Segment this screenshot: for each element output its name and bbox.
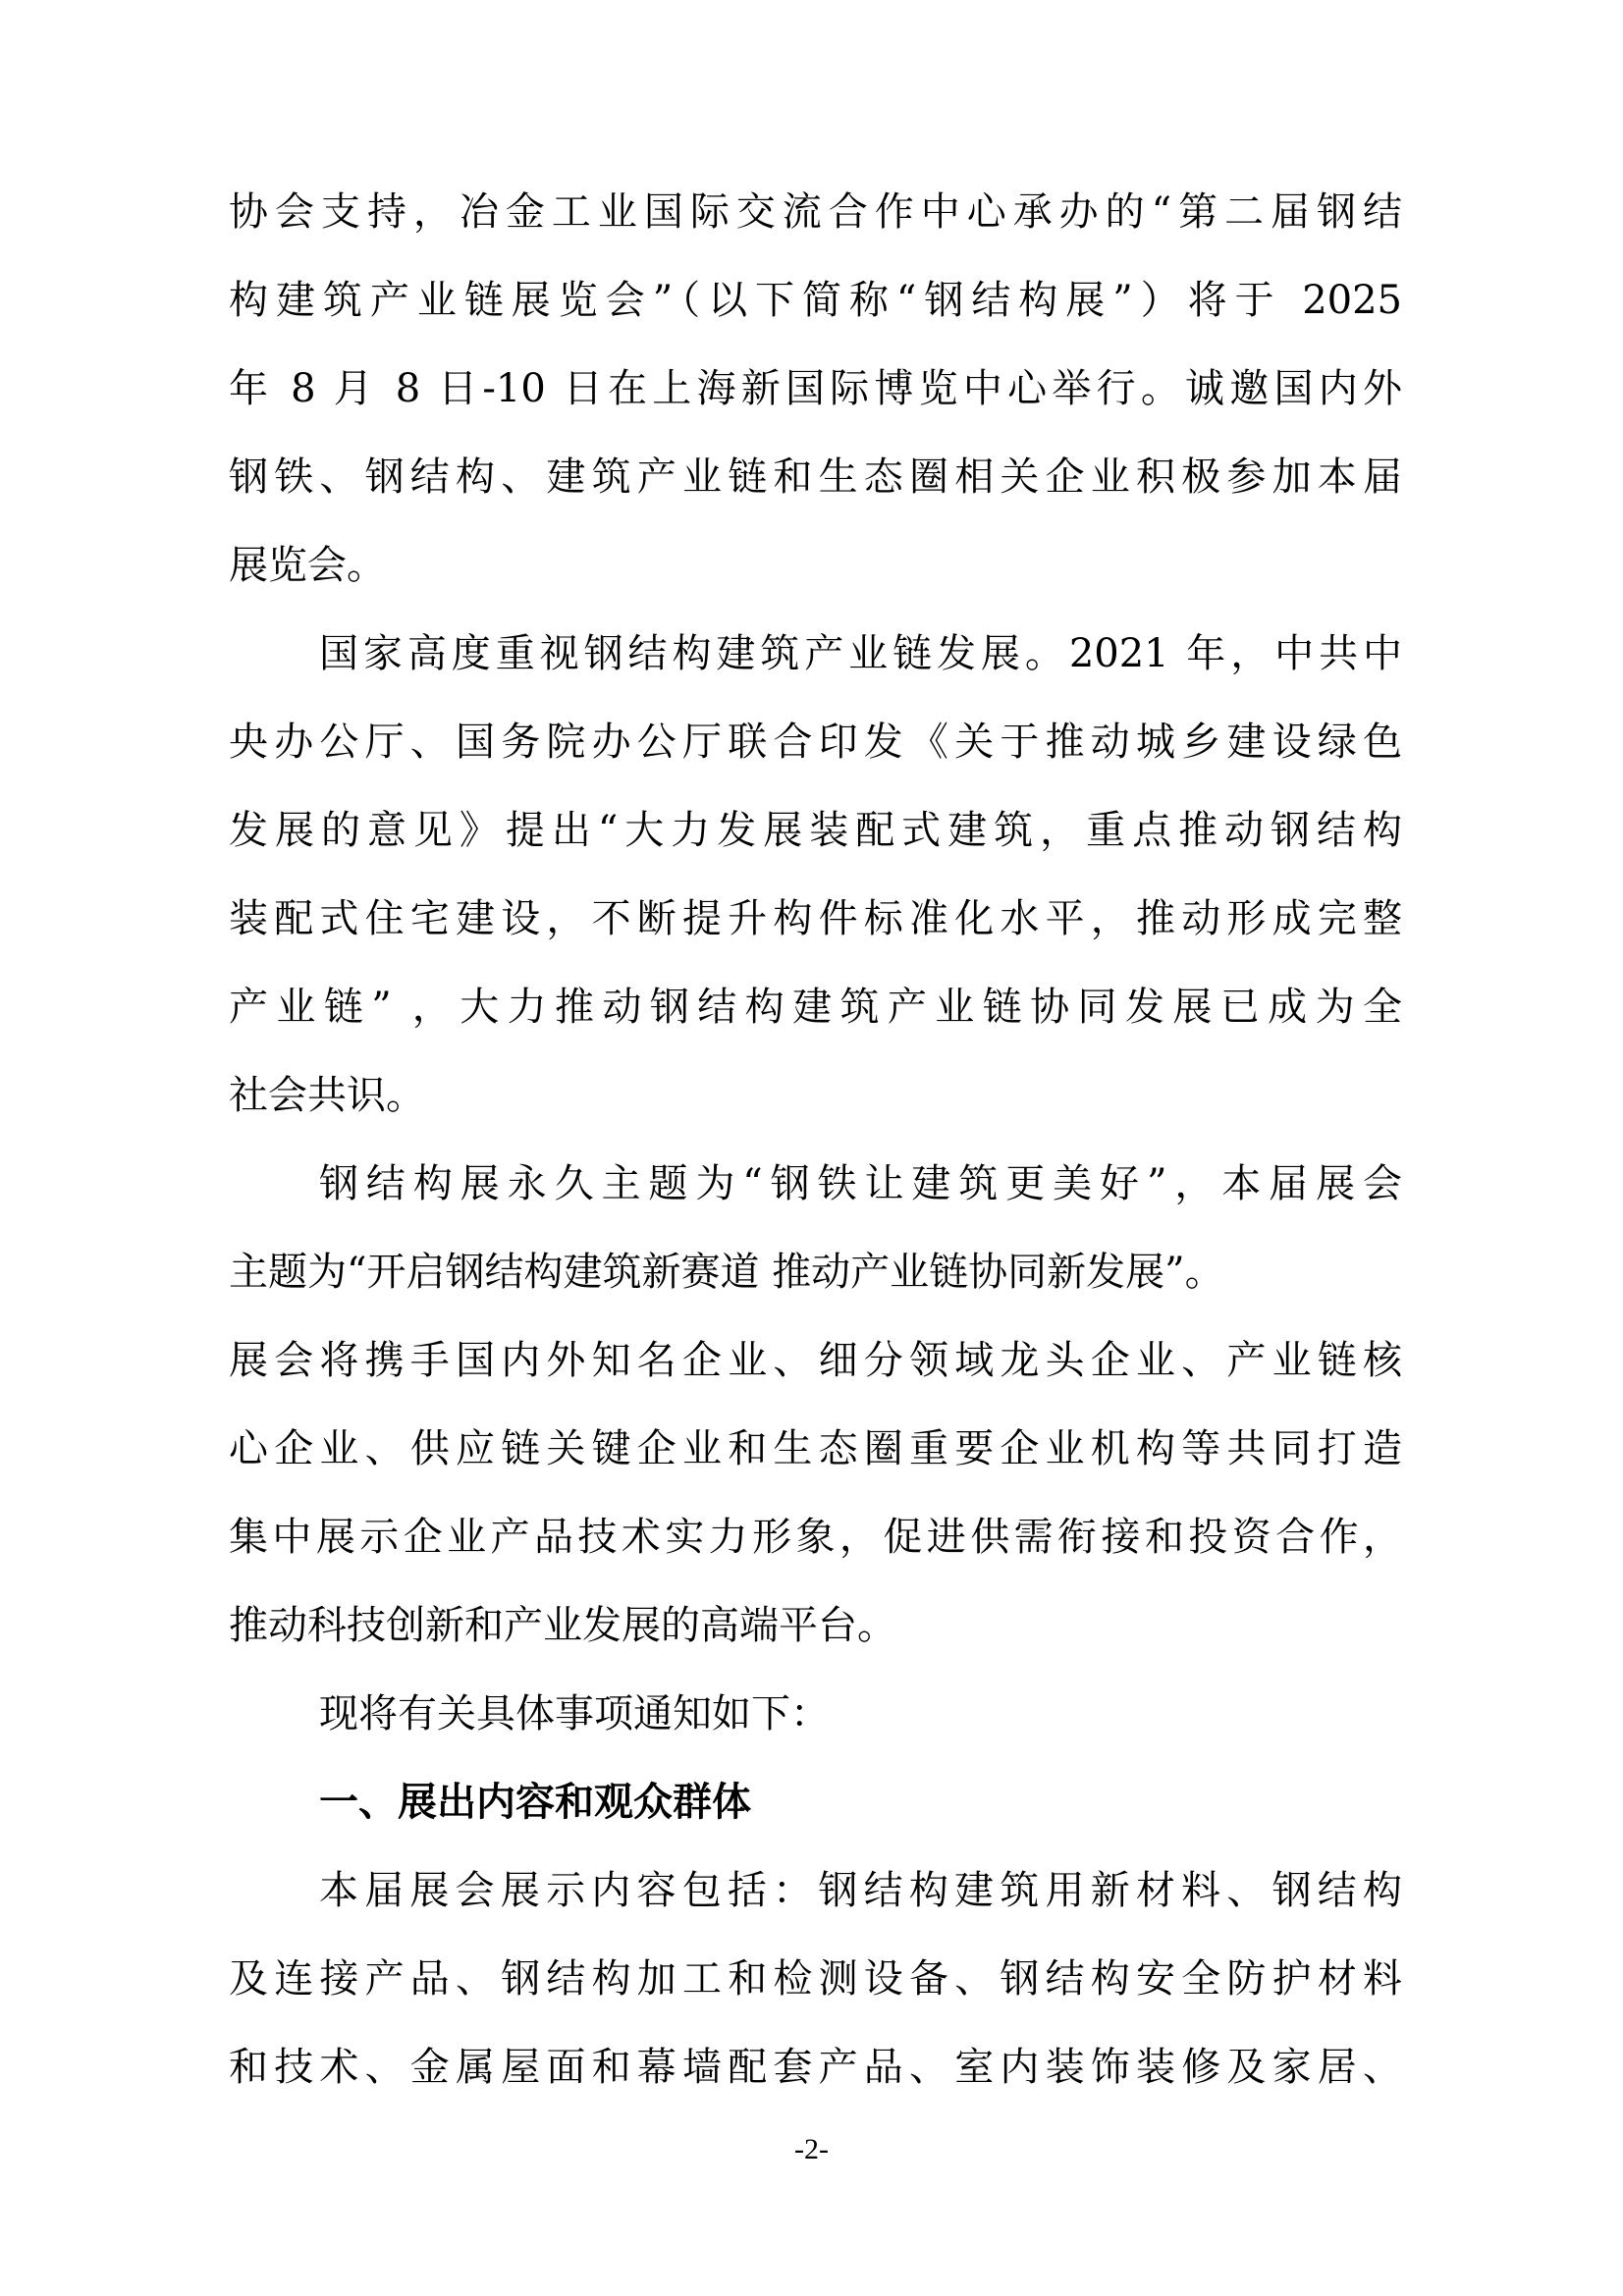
paragraph-1-line-3: 年 8 月 8 日-10 日在上海新国际博览中心举行。诚邀国内外 [229, 366, 1402, 411]
paragraph-1-line-2: 构建筑产业链展览会”（以下简称“钢结构展”）将于 2025 [229, 278, 1402, 323]
paragraph-1-line-1: 协会支持，冶金工业国际交流合作中心承办的“第二届钢结 [229, 189, 1402, 235]
paragraph-2-line-1: 国家高度重视钢结构建筑产业链发展。2021 年，中共中 [319, 631, 1402, 676]
paragraph-2-line-2: 央办公厅、国务院办公厅联合印发《关于推动城乡建设绿色 [229, 720, 1402, 765]
paragraph-2-line-4: 装配式住宅建设，不断提升构件标准化水平，推动形成完整 [229, 896, 1402, 941]
paragraph-3-line-4: 心企业、供应链关键企业和生态圈重要企业机构等共同打造 [229, 1426, 1402, 1471]
paragraph-1-line-5: 展览会。 [229, 543, 386, 588]
paragraph-5-line-2: 及连接产品、钢结构加工和检测设备、钢结构安全防护材料 [229, 1956, 1402, 2002]
paragraph-3-line-1: 钢结构展永久主题为“钢铁让建筑更美好”，本届展会 [319, 1161, 1402, 1206]
paragraph-3-line-6: 推动科技创新和产业发展的高端平台。 [229, 1603, 896, 1648]
paragraph-3-line-3: 展会将携手国内外知名企业、细分领域龙头企业、产业链核 [229, 1338, 1402, 1383]
paragraph-3-line-2: 主题为“开启钢结构建筑新赛道 推动产业链协同新发展”。 [229, 1250, 1224, 1295]
paragraph-3-line-5: 集中展示企业产品技术实力形象，促进供需衔接和投资合作， [229, 1515, 1402, 1560]
paragraph-2-line-5: 产业链” ，大力推动钢结构建筑产业链协同发展已成为全 [229, 985, 1402, 1030]
paragraph-5-line-1: 本届展会展示内容包括：钢结构建筑用新材料、钢结构 [319, 1868, 1402, 1913]
paragraph-2-line-3: 发展的意见》提出“大力发展装配式建筑，重点推动钢结构 [229, 808, 1402, 853]
paragraph-2-line-6: 社会共识。 [229, 1073, 425, 1118]
section-1-heading: 一、展出内容和观众群体 [319, 1780, 751, 1825]
paragraph-5-line-3: 和技术、金属屋面和幕墙配套产品、室内装饰装修及家居、 [229, 2045, 1402, 2090]
page-number: -2- [794, 2133, 829, 2165]
paragraph-1-line-4: 钢铁、钢结构、建筑产业链和生态圈相关企业积极参加本届 [229, 454, 1402, 500]
paragraph-4-line-1: 现将有关具体事项通知如下： [319, 1691, 830, 1736]
